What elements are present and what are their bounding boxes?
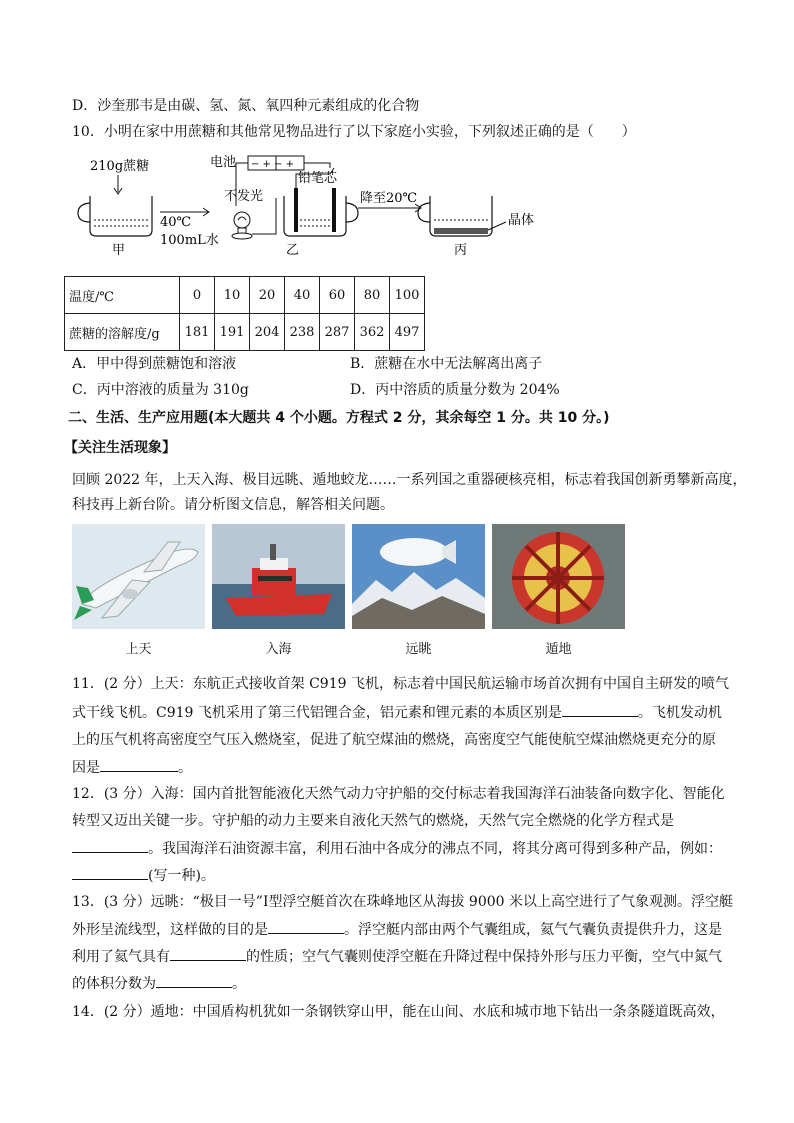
q11-line4-a: 因是 [72, 760, 100, 776]
q13-line4-a: 的体积分数为 [72, 976, 156, 992]
q12-line4 [72, 865, 215, 886]
table-header-temp: 温度/℃ [65, 277, 180, 314]
caption-underground: 遁地 [545, 642, 572, 657]
table-cell: 181 [180, 314, 215, 351]
q11-line1: 11．(2 分）上天：东航正式接收首架 C919 飞机，标志着中国民航运输市场首次拥有中国自主研发的喷气 [72, 676, 729, 692]
q12-line1: 12．(3 分）入海：国内首批智能液化天然气动力守护船的交付标志着我国海洋石油装备向数字化、智能化 [72, 786, 725, 802]
section2-intro-2: 科技再上新台阶。请分析图文信息，解答相关问题。 [72, 497, 394, 513]
answer-blank[interactable] [562, 702, 638, 717]
table-cell: 60 [320, 277, 355, 314]
q10-experiment-diagram [60, 148, 540, 260]
battery-signs: − + − + [251, 159, 295, 170]
q13-line3-a: 利用了氦气具有 [72, 949, 170, 965]
table-cell: 204 [250, 314, 285, 351]
tbm-photo [492, 524, 625, 629]
table-row [65, 314, 425, 351]
bulb-icon [232, 212, 252, 239]
q13-line3-b: 的性质；空气气囊则使浮空艇在升降过程中保持外形与压力平衡，空气中氮气 [246, 949, 722, 965]
table-cell: 497 [390, 314, 425, 351]
q11-line3: 上的压气机将高密度空气压入燃烧室，促进了航空煤油的燃烧，高密度空气能使航空煤油燃烧更充分的原 [72, 732, 716, 748]
q12-line3 [72, 838, 722, 859]
q12-line3-b: 。我国海洋石油资源丰富，利用石油中各成分的沸点不同，将其分离可得到多种产品，例如： [148, 841, 722, 857]
q10-option-d: D．丙中溶质的质量分数为 204% [350, 382, 560, 398]
q11-line4-b: 。 [178, 760, 192, 776]
airship-photo [352, 524, 485, 629]
table-cell: 20 [250, 277, 285, 314]
q12-line4-b: (写一种)。 [148, 868, 215, 884]
cup-jia [78, 196, 152, 236]
table-header-solubility: 蔗糖的溶解度/g [65, 314, 180, 351]
cup-bing-label: 丙 [454, 243, 468, 258]
table-cell: 40 [285, 277, 320, 314]
q14-line1: 14．(2 分）遁地：中国盾构机犹如一条钢铁穿山甲，能在山间、水底和城市地下钻出一条条隧道既高效， [72, 1004, 725, 1020]
table-cell: 191 [215, 314, 250, 351]
q13-line4 [72, 973, 246, 994]
q13-line2-b: 。浮空艇内部由两个气囊组成，氦气气囊负责提供升力，这是 [344, 922, 722, 938]
table-cell: 80 [355, 277, 390, 314]
q11-line2-b: 。飞机发动机 [637, 705, 722, 721]
q13-line2 [72, 919, 722, 940]
table-cell: 0 [180, 277, 215, 314]
caption-sea: 入海 [265, 642, 292, 657]
table-cell: 287 [320, 314, 355, 351]
table-cell: 10 [215, 277, 250, 314]
q10-option-c: C．丙中溶液的质量为 310g [72, 382, 249, 398]
answer-blank[interactable] [100, 757, 178, 772]
section2-intro-1: 回顾 2022 年，上天入海、极目远眺、遁地蛟龙……一系列国之重器硬核亮相，标志着我国创新勇攀新高度， [72, 472, 747, 488]
answer-blank[interactable] [170, 946, 246, 961]
section2-title: 二、生活、生产应用题(本大题共 4 个小题。方程式 2 分，其余每空 1 分。共 10 分。) [68, 410, 610, 426]
cup-jia-label: 甲 [112, 243, 126, 258]
q10-option-a: A．甲中得到蔗糖饱和溶液 [72, 356, 237, 372]
caption-sky: 上天 [125, 642, 152, 657]
caption-far: 远眺 [405, 642, 432, 657]
table-cell: 100 [390, 277, 425, 314]
table-row [65, 277, 425, 314]
q12-line2: 转型又迈出关键一步。守护船的动力主要来自液化天然气的燃烧，天然气完全燃烧的化学方程式是 [72, 813, 674, 829]
q9-option-d: D．沙奎那韦是由碳、氢、氮、氧四种元素组成的化合物 [72, 98, 420, 114]
cup-bing [418, 196, 492, 236]
pencil-core-label: 铅笔芯 [298, 171, 338, 186]
temp-label: 40℃ [160, 215, 192, 230]
q13-line1: 13．(3 分）远眺：“极目一号”Ⅰ型浮空艇首次在珠峰地区从海拔 9000 米以上高空进行了气象观测。浮空艇 [72, 894, 734, 910]
cool-label: 降至20℃ [360, 191, 418, 206]
q10-option-b: B．蔗糖在水中无法解离出离子 [350, 356, 543, 372]
q13-line3 [72, 946, 722, 967]
answer-blank[interactable] [156, 973, 232, 988]
table-cell: 362 [355, 314, 390, 351]
q13-line4-b: 。 [232, 976, 246, 992]
answer-blank[interactable] [268, 919, 344, 934]
q11-line4 [72, 757, 192, 778]
airplane-photo [72, 524, 205, 629]
solubility-table [64, 276, 425, 351]
table-cell: 238 [285, 314, 320, 351]
cup-yi-label: 乙 [286, 243, 300, 258]
q13-line2-a: 外形呈流线型，这样做的目的是 [72, 922, 268, 938]
no-light-label: 不发光 [224, 189, 264, 204]
answer-blank[interactable] [72, 865, 148, 880]
water-label: 100mL水 [160, 233, 219, 248]
q11-line2 [72, 702, 722, 723]
battery-label: 电池 [210, 155, 237, 170]
section2-subtitle: 【关注生活现象】 [64, 440, 176, 456]
sugar-label: 210g蔗糖 [90, 159, 150, 174]
crystal-label: 晶体 [508, 213, 535, 228]
answer-blank[interactable] [72, 838, 148, 853]
q10-stem: 10．小明在家中用蔗糖和其他常见物品进行了以下家庭小实验，下列叙述正确的是（ ） [72, 124, 636, 140]
q11-line2-a: 式干线飞机。C919 飞机采用了第三代铝锂合金，铝元素和锂元素的本质区别是 [72, 705, 562, 721]
ship-photo [212, 524, 345, 629]
